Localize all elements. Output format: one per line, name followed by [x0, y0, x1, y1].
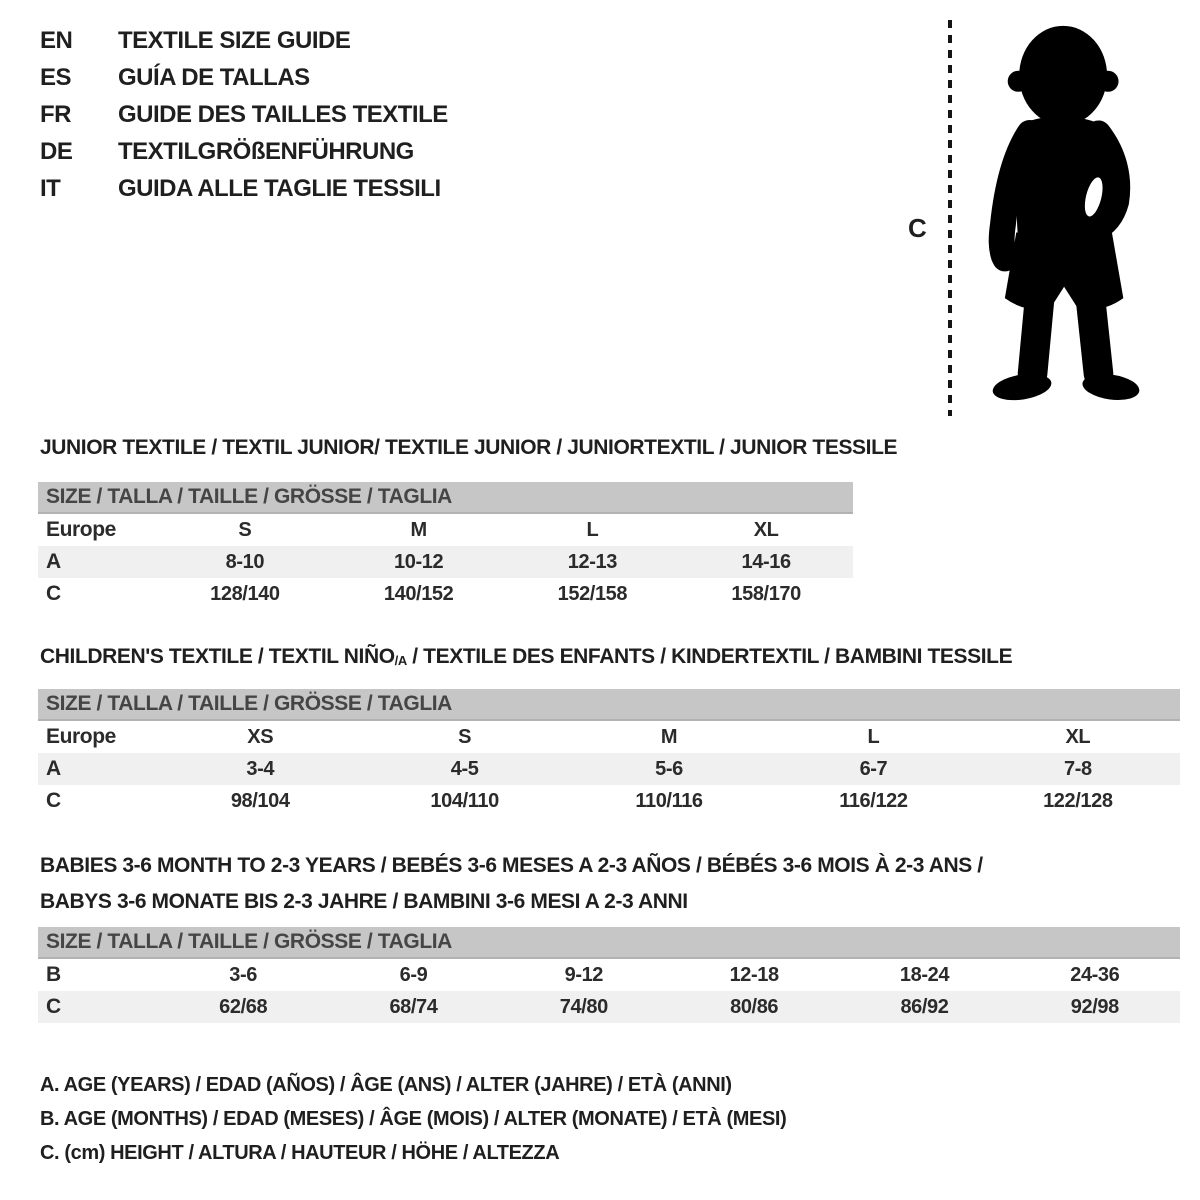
lang-label: GUIDA ALLE TAGLIE TESSILI — [118, 174, 441, 202]
table-cell: 6-9 — [399, 963, 428, 986]
table-cell: 158/170 — [731, 582, 801, 605]
table-cell: 104/110 — [430, 789, 499, 812]
table-cell: S — [238, 518, 252, 541]
table-cell: 18-24 — [899, 963, 950, 986]
size-header-bar: SIZE / TALLA / TAILLE / GRÖSSE / TAGLIA — [38, 482, 853, 514]
table-cell: 92/98 — [1070, 995, 1119, 1018]
lang-row-en — [40, 22, 448, 59]
table-row-europe — [38, 721, 1180, 753]
table-row-age — [38, 546, 853, 578]
legend — [40, 1068, 786, 1170]
table-cell: M — [410, 518, 427, 541]
table-row-age — [38, 753, 1180, 785]
children-section-title — [40, 645, 1012, 669]
language-title-list — [40, 22, 448, 207]
table-cell: 6-7 — [859, 757, 888, 780]
table-cell: XL — [1065, 725, 1091, 748]
table-row-months — [38, 959, 1180, 991]
table-cell: 152/158 — [557, 582, 628, 605]
table-cell: 68/74 — [389, 995, 438, 1018]
lang-label: TEXTILGRÖßENFÜHRUNG — [118, 137, 414, 165]
table-cell: 62/68 — [219, 995, 268, 1018]
lang-row-fr — [40, 96, 448, 133]
table-cell: 3-6 — [229, 963, 258, 986]
table-cell: 9-12 — [564, 963, 604, 986]
table-cell: 12-13 — [567, 550, 617, 573]
row-label: A — [46, 550, 61, 573]
size-header-bar: SIZE / TALLA / TAILLE / GRÖSSE / TAGLIA — [38, 927, 1180, 959]
row-label: C — [46, 995, 61, 1018]
children-title-sub: /A — [394, 653, 407, 668]
table-cell: 14-16 — [741, 550, 791, 573]
junior-size-table — [38, 482, 853, 610]
table-cell: 98/104 — [230, 789, 290, 812]
babies-size-table — [38, 927, 1180, 1023]
table-cell: 80/86 — [730, 995, 779, 1018]
legend-line-a: A. AGE (YEARS) / EDAD (AÑOS) / ÂGE (ANS) / ALTER (JAHRE) / ETÀ (ANNI) — [40, 1074, 732, 1096]
row-label: C — [46, 789, 61, 812]
lang-code: FR — [40, 100, 71, 128]
table-cell: 122/128 — [1043, 789, 1113, 812]
lang-row-es — [40, 59, 448, 96]
row-label: A — [46, 757, 61, 780]
lang-code: EN — [40, 26, 73, 54]
lang-code: DE — [40, 137, 73, 165]
table-row-height — [38, 991, 1180, 1023]
row-label: Europe — [46, 725, 116, 748]
row-label: B — [46, 963, 61, 986]
children-title-part1: CHILDREN'S TEXTILE / TEXTIL NIÑO — [40, 645, 395, 668]
lang-label: GUIDE DES TAILLES TEXTILE — [118, 100, 448, 128]
lang-row-it — [40, 170, 448, 207]
table-cell: S — [458, 725, 472, 748]
table-cell: 8-10 — [225, 550, 265, 573]
table-cell: M — [660, 725, 678, 748]
table-cell: L — [586, 518, 599, 541]
height-measure-label: C — [908, 213, 927, 243]
table-cell: 110/116 — [635, 789, 703, 812]
legend-line-c: C. (cm) HEIGHT / ALTURA / HAUTEUR / HÖHE / ALTEZZA — [40, 1142, 560, 1164]
children-size-table — [38, 689, 1180, 817]
babies-section-title — [40, 848, 983, 920]
table-cell: 116/122 — [839, 789, 908, 812]
table-cell: 3-4 — [246, 757, 275, 780]
row-label: Europe — [46, 518, 116, 541]
table-cell: 10-12 — [394, 550, 444, 573]
table-cell: 12-18 — [729, 963, 779, 986]
table-cell: 7-8 — [1063, 757, 1092, 780]
legend-line-b: B. AGE (MONTHS) / EDAD (MESES) / ÂGE (MOIS) / ALTER (MONATE) / ETÀ (MESI) — [40, 1108, 787, 1130]
lang-code: ES — [40, 63, 72, 91]
lang-row-de — [40, 133, 448, 170]
junior-section-title: JUNIOR TEXTILE / TEXTIL JUNIOR/ TEXTILE JUNIOR / JUNIORTEXTIL / JUNIOR TESSILE — [40, 436, 898, 459]
table-row-europe — [38, 514, 853, 546]
lang-code: IT — [40, 174, 61, 202]
lang-label: TEXTILE SIZE GUIDE — [118, 26, 351, 54]
height-measure-dashed-line — [948, 20, 952, 416]
table-cell: L — [867, 725, 880, 748]
table-cell: XL — [753, 518, 779, 541]
table-row-height — [38, 785, 1180, 817]
lang-label: GUÍA DE TALLAS — [118, 63, 310, 91]
size-header-bar: SIZE / TALLA / TAILLE / GRÖSSE / TAGLIA — [38, 689, 1180, 721]
children-title-part2: / TEXTILE DES ENFANTS / KINDERTEXTIL / BAMBINI TESSILE — [406, 645, 1013, 668]
table-cell: XS — [247, 725, 274, 748]
baby-silhouette-figure — [980, 14, 1152, 418]
table-row-height — [38, 578, 853, 610]
table-cell: 4-5 — [450, 757, 479, 780]
table-cell: 128/140 — [210, 582, 280, 605]
table-cell: 140/152 — [383, 582, 454, 605]
table-cell: 86/92 — [900, 995, 949, 1018]
table-cell: 5-6 — [655, 757, 683, 780]
row-label: C — [46, 582, 61, 605]
table-cell: 24-36 — [1070, 963, 1120, 986]
table-cell: 74/80 — [559, 995, 608, 1018]
babies-title-line2: BABYS 3-6 MONATE BIS 2-3 JAHRE / BAMBINI 3-6 MESI A 2-3 ANNI — [40, 890, 688, 913]
babies-title-line1: BABIES 3-6 MONTH TO 2-3 YEARS / BEBÉS 3-6 MESES A 2-3 AÑOS / BÉBÉS 3-6 MOIS À 2-3 ANS / — [40, 854, 983, 877]
